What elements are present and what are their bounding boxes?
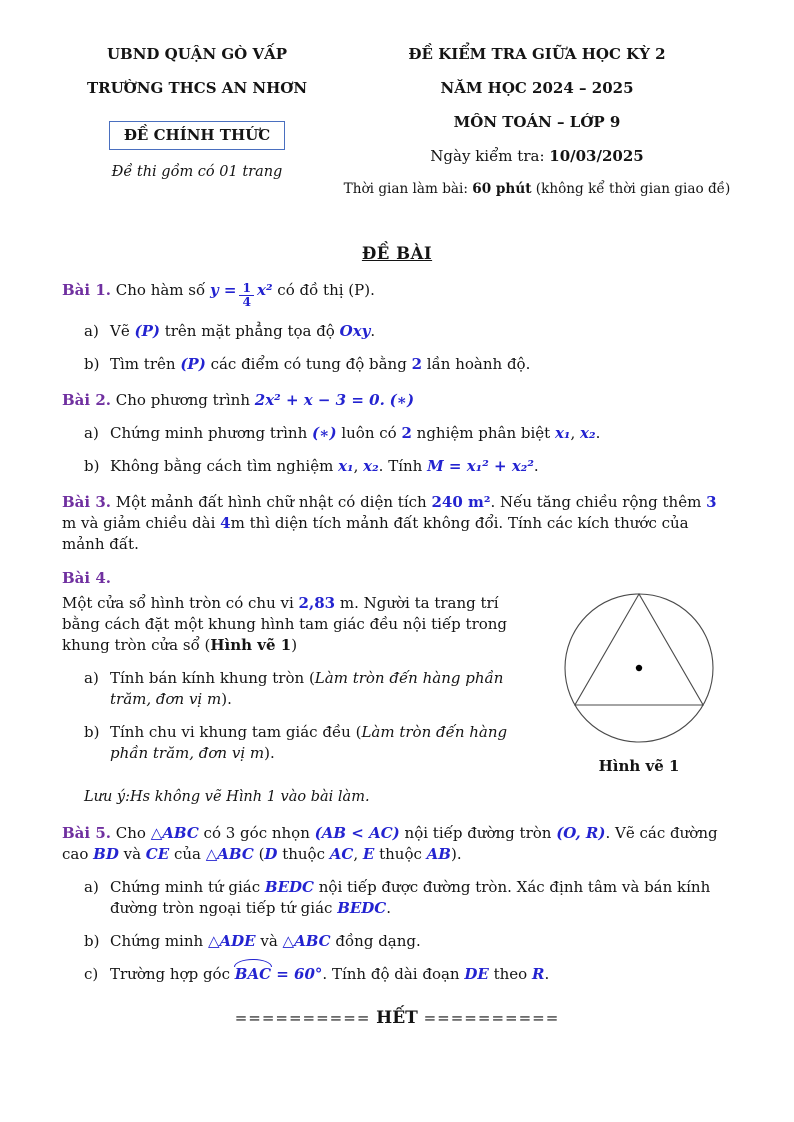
- problem-1-item-b: [62, 354, 732, 375]
- figure-note: Lưu ý:Hs không vẽ Hình 1 vào bài làm.: [84, 789, 370, 806]
- problem-2: [62, 390, 732, 477]
- inscribed-triangle-figure: [554, 584, 724, 752]
- item-marker: b): [84, 457, 100, 476]
- problem-1-item-a: [62, 321, 732, 342]
- problem-1: [62, 280, 732, 375]
- item-marker: c): [84, 964, 99, 983]
- item-text: Chứng minh phương trình (∗) luôn có 2 nghiệm phân biệt x₁, x₂.: [110, 424, 601, 443]
- problem-5: [62, 823, 732, 985]
- item-text: Chứng minh △ADE và △ABC đồng dạng.: [110, 931, 421, 950]
- problem-4-item-a: [62, 668, 528, 710]
- item-marker: a): [84, 877, 99, 896]
- problem-1-statement: Bài 1. Cho hàm số y = $\frac{1}{4}$ x² có đồ thị (P).: [62, 280, 375, 310]
- issuer-name: UBND QUẬN GÒ VẤP: [106, 45, 288, 63]
- end-of-exam-marker: ========== HẾT ==========: [234, 1007, 560, 1028]
- problem-4: [62, 568, 732, 777]
- document-title: ĐỀ BÀI: [361, 244, 433, 264]
- item-text: Không bằng cách tìm nghiệm x₁, x₂. Tính M = x₁² + x₂².: [110, 457, 539, 476]
- item-text: Tìm trên (P) các điểm có tung độ bằng 2 lần hoành độ.: [110, 355, 531, 374]
- problem-2-statement: Bài 2. Cho phương trình 2x² + x − 3 = 0. (∗): [62, 391, 415, 410]
- problem-3-statement: Bài 3. Một mảnh đất hình chữ nhật có diện tích 240 m². Nếu tăng chiều rộng thêm 3 m và giảm chiều dài 4m thì diện tích mảnh đất không đổi. Tính các kích thước của mảnh đất.: [62, 493, 717, 554]
- problem-3: [62, 492, 732, 555]
- exam-duration: Thời gian làm bài: 60 phút (không kể thời gian giao đề): [343, 181, 731, 197]
- school-name: TRƯỜNG THCS AN NHƠN: [86, 79, 308, 97]
- problem-4-label: Bài 4.: [62, 569, 111, 588]
- item-marker: a): [84, 669, 99, 688]
- problem-5-item-b: [62, 931, 732, 952]
- item-marker: b): [84, 723, 100, 742]
- item-text: Trường hợp góc BAC = 60°. Tính độ dài đoạn DE theo R.: [110, 964, 550, 983]
- school-year: NĂM HỌC 2024 – 2025: [440, 79, 634, 97]
- circle-center-dot: [636, 665, 642, 671]
- header-left-block: [62, 44, 332, 182]
- exam-date: Ngày kiểm tra: 10/03/2025: [430, 147, 644, 165]
- item-marker: a): [84, 424, 99, 443]
- subject-grade: MÔN TOÁN – LỚP 9: [453, 113, 621, 131]
- exam-name: ĐỀ KIỂM TRA GIỮA HỌC KỲ 2: [408, 45, 666, 63]
- item-marker: a): [84, 322, 99, 341]
- exam-header: [62, 44, 732, 212]
- figure-1-column: [546, 568, 732, 777]
- problem-2-item-b: [62, 456, 732, 477]
- header-right-block: [332, 44, 732, 212]
- problem-5-item-c: [62, 964, 732, 985]
- item-text: Tính chu vi khung tam giác đều (Làm tròn đến hàng phần trăm, đơn vị m).: [110, 723, 508, 763]
- item-marker: b): [84, 931, 100, 950]
- item-text: Tính bán kính khung tròn (Làm tròn đến hàng phần trăm, đơn vị m).: [110, 669, 504, 709]
- problem-4-text-column: [62, 568, 546, 777]
- problem-5-item-a: [62, 877, 732, 919]
- problem-5-statement: Bài 5. Cho △ABC có 3 góc nhọn (AB < AC) nội tiếp đường tròn (O, R). Vẽ các đường cao BD và CE của △ABC (D thuộc AC, E thuộc AB).: [62, 823, 718, 863]
- problem-4-statement: Một cửa sổ hình tròn có chu vi 2,83 m. Người ta trang trí bằng cách đặt một khung hình tam giác đều nội tiếp trong khung tròn cửa sổ (Hình vẽ 1): [62, 594, 508, 655]
- figure-caption: Hình vẽ 1: [598, 757, 680, 776]
- item-text: Vẽ (P) trên mặt phẳng tọa độ Oxy.: [110, 322, 376, 341]
- item-marker: b): [84, 355, 100, 374]
- problem-2-item-a: [62, 423, 732, 444]
- problem-4-item-b: [62, 722, 528, 764]
- item-text: Chứng minh tứ giác BEDC nội tiếp được đường tròn. Xác định tâm và bán kính đường tròn ngoại tiếp tứ giác BEDC.: [110, 877, 711, 917]
- official-exam-box: ĐỀ CHÍNH THỨC: [109, 121, 285, 150]
- page-count-note: Đề thi gồm có 01 trang: [111, 164, 283, 180]
